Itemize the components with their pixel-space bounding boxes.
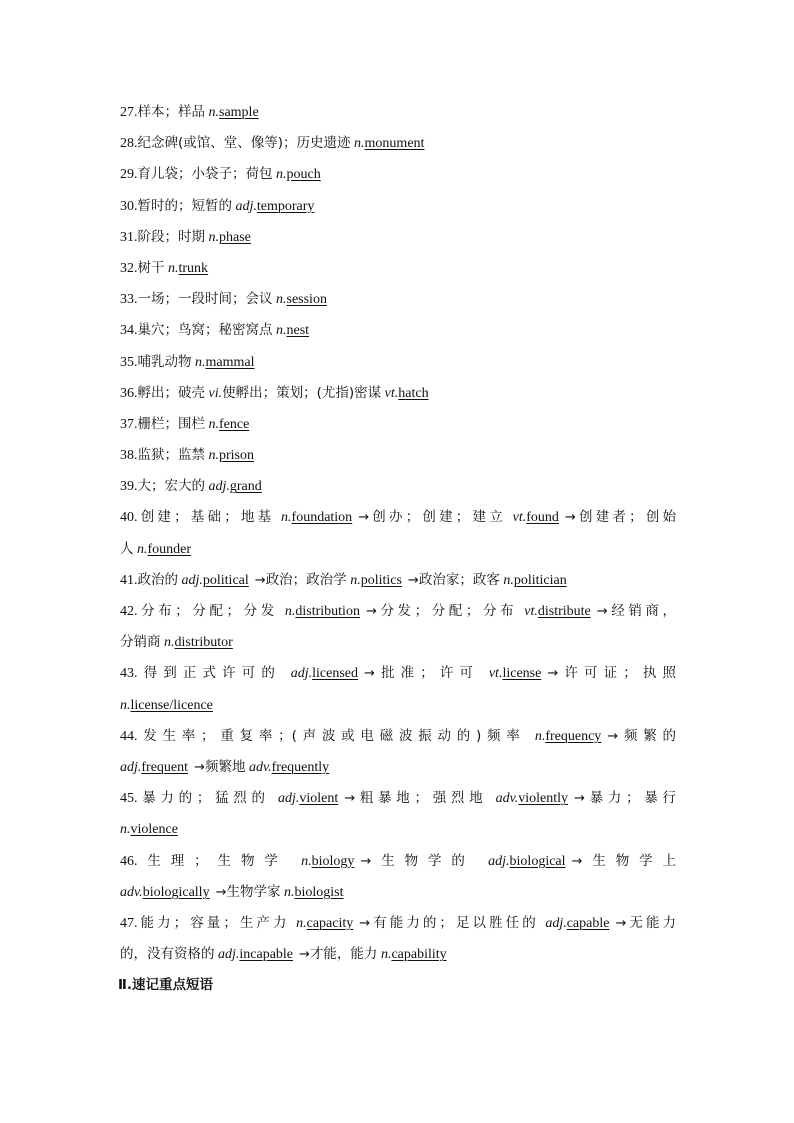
entry-45-line-2: n.violence: [120, 814, 676, 845]
entry-33: 33.一场；一段时间；会议 n.session: [120, 284, 676, 315]
answer-license: license: [502, 666, 542, 682]
answer-sample: sample: [219, 105, 259, 120]
entry-34: 34.巢穴；鸟窝；秘密窝点 n.nest: [120, 315, 676, 346]
answer-mammal: mammal: [205, 354, 255, 370]
answer-found: found: [526, 510, 559, 526]
answer-prison: prison: [219, 448, 254, 464]
entry-39: 39.大；宏大的 adj.grand: [120, 471, 676, 502]
entry-45-line-1: 45.暴力的；猛烈的 adj.violent →粗暴地；强烈地 adv.violently →暴力；暴行: [120, 790, 676, 807]
entry-36: 36.孵出；破壳 vi.使孵出；策划；(尤指)密谋 vt.hatch: [120, 378, 676, 409]
answer-licensed: licensed: [312, 666, 358, 682]
answer-temporary: temporary: [256, 198, 315, 214]
entry-31: 31.阶段；时期 n.phase: [120, 222, 676, 253]
entry-47-line-1: 47.能力；容量；生产力 n.capacity →有能力的；足以胜任的 adj.capable →无能力: [120, 914, 676, 931]
entry-44-line-1: 44.发生率；重复率；(声波或电磁波振动的)频率 n.frequency →频繁的: [120, 727, 676, 744]
answer-biological: biological: [509, 853, 566, 869]
answer-trunk: trunk: [178, 260, 209, 276]
answer-biologically: biologically: [142, 884, 210, 900]
answer-frequent: frequent: [141, 759, 189, 775]
entry-44-line-2: adj.frequent →频繁地 adv.frequently: [120, 752, 676, 783]
answer-distribution: distribution: [295, 604, 360, 619]
vocabulary-list: [120, 97, 676, 1001]
answer-distribute: distribute: [537, 604, 591, 619]
section-heading: Ⅱ.速记重点短语: [118, 977, 214, 994]
entry-32: 32.树干 n.trunk: [120, 253, 676, 284]
answer-hatch: hatch: [398, 385, 429, 401]
answer-frequency: frequency: [545, 728, 602, 744]
entry-40-line-2: 人 n.founder: [120, 534, 676, 565]
answer-politician: politician: [513, 572, 567, 588]
answer-violent: violent: [299, 791, 339, 807]
answer-violence: violence: [130, 822, 178, 838]
answer-frequently: frequently: [271, 759, 330, 775]
answer-monument: monument: [364, 136, 425, 152]
answer-capable: capable: [566, 915, 610, 931]
answer-fence: fence: [219, 416, 250, 432]
answer-political: political: [202, 572, 249, 588]
entry-47-line-2: 的，没有资格的 adj.incapable →才能，能力 n.capability: [120, 939, 676, 970]
answer-distributor: distributor: [174, 635, 233, 651]
answer-pouch: pouch: [286, 167, 321, 183]
simple-entries: [120, 97, 676, 502]
answer-violently: violently: [518, 791, 569, 807]
answer-biology: biology: [311, 853, 355, 869]
entry-30: 30.暂时的；短暂的 adj.temporary: [120, 191, 676, 222]
answer-foundation: foundation: [291, 510, 353, 526]
answer-biologist: biologist: [294, 884, 344, 900]
answer-capacity: capacity: [306, 915, 354, 931]
entry-41: 41.政治的 adj.political →政治；政治学 n.politics →政治家；政客 n.politician: [120, 565, 676, 596]
answer-phase: phase: [219, 229, 251, 245]
entry-43-line-2: n.license/licence: [120, 690, 676, 721]
entry-42-line-2: 分销商 n.distributor: [120, 627, 676, 658]
answer-capability: capability: [391, 947, 447, 963]
entry-35: 35.哺乳动物 n.mammal: [120, 347, 676, 378]
answer-founder: founder: [147, 541, 192, 557]
entry-28: 28.纪念碑(或馆、堂、像等)；历史遗迹 n.monument: [120, 128, 676, 159]
answer-politics: politics: [360, 572, 402, 588]
entry-46-line-1: 46.生理；生物学 n.biology →生物学的 adj.biological →生物学上: [120, 852, 676, 869]
entry-40-line-1: 40.创建；基础；地基 n.foundation →创办；创建；建立 vt.found →创建者；创始: [120, 509, 676, 526]
entry-42-line-1: 42.分布；分配；分发 n.distribution →分发；分配；分布 vt.distribute →经销商，: [120, 603, 676, 619]
entry-38: 38.监狱；监禁 n.prison: [120, 440, 676, 471]
answer-session: session: [286, 292, 327, 308]
entry-46-line-2: adv.biologically →生物学家 n.biologist: [120, 877, 676, 908]
entry-27: 27.样本；样品 n.sample: [120, 97, 676, 128]
entry-37: 37.栅栏；围栏 n.fence: [120, 409, 676, 440]
entry-43-line-1: 43.得到正式许可的 adj.licensed →批准；许可 vt.license →许可证；执照: [120, 665, 676, 682]
entry-29: 29.育儿袋；小袋子；荷包 n.pouch: [120, 159, 676, 190]
answer-license-licence: license/licence: [130, 697, 213, 713]
answer-nest: nest: [286, 323, 310, 339]
answer-grand: grand: [229, 479, 262, 495]
answer-incapable: incapable: [239, 947, 294, 963]
